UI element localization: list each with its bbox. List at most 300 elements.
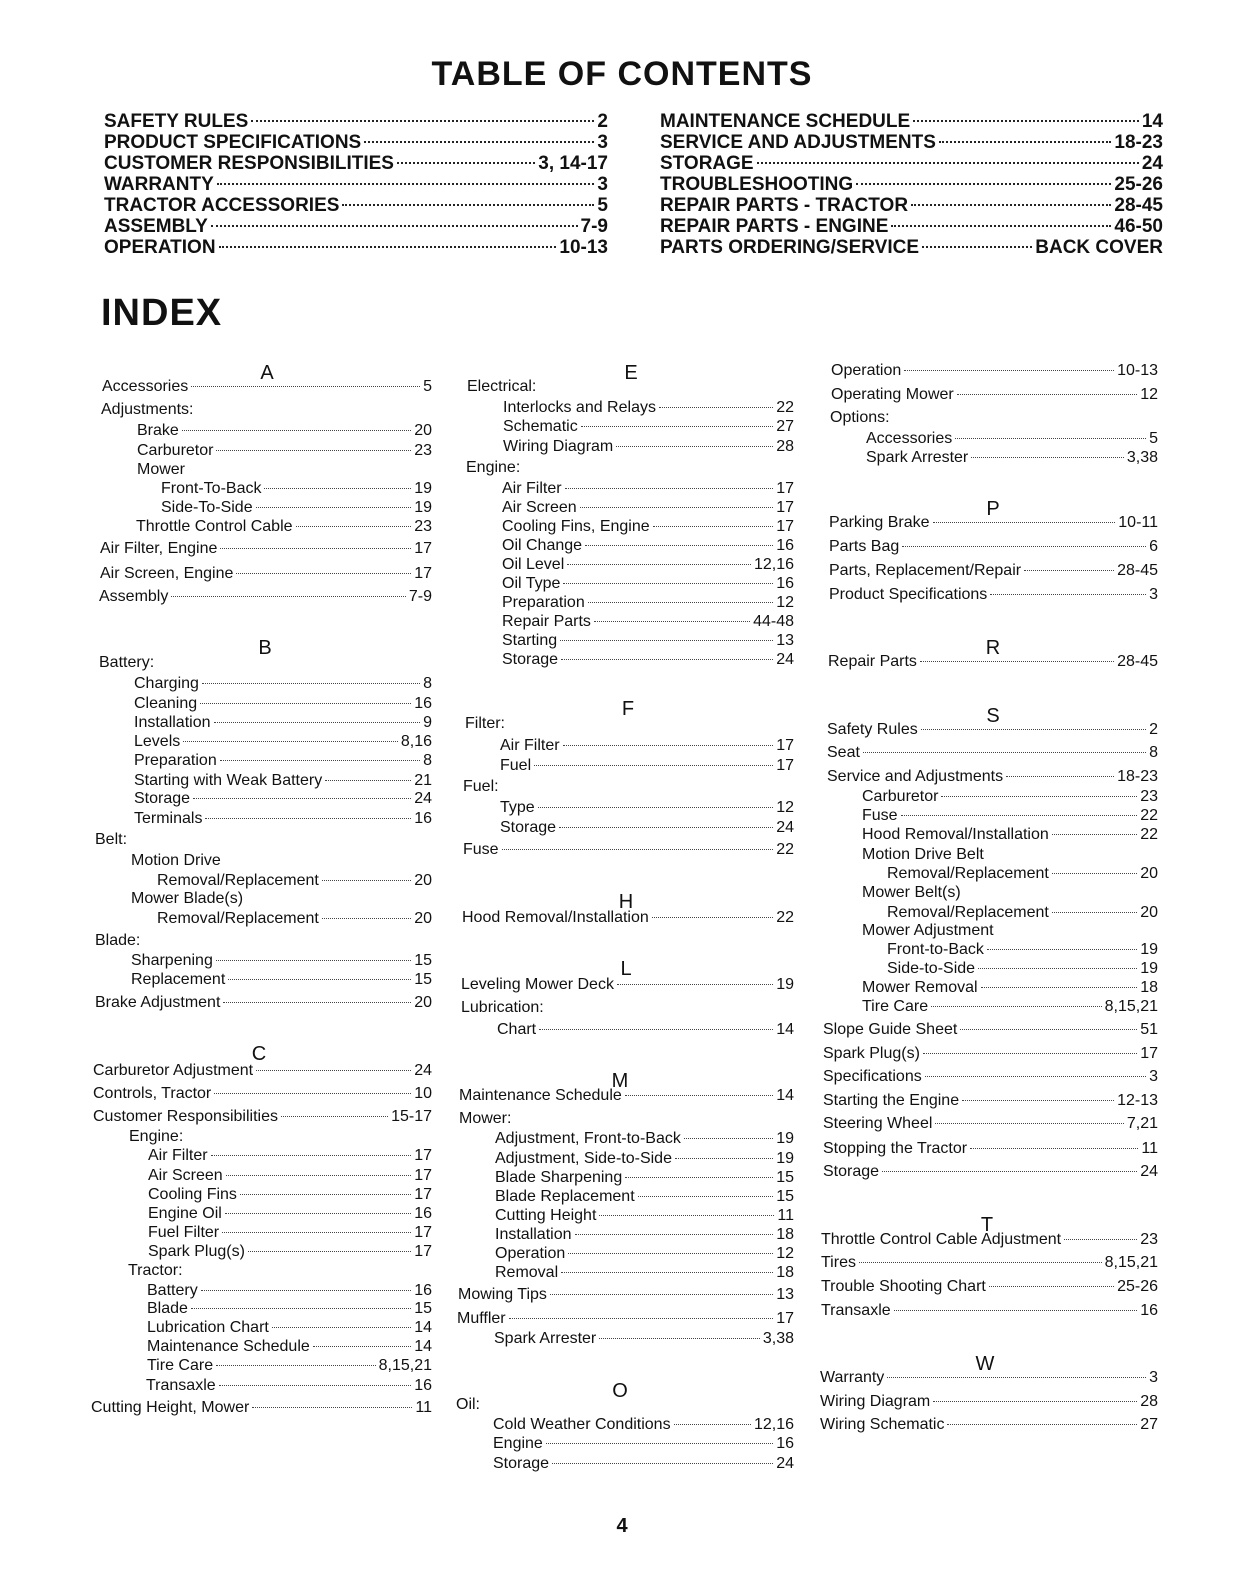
index-entry-page: 2	[1149, 721, 1158, 738]
dot-leader	[684, 1138, 773, 1139]
index-entry-page: 15	[414, 952, 432, 969]
index-entry-label: Slope Guide Sheet	[823, 1021, 958, 1038]
index-entry	[494, 1329, 794, 1348]
dot-leader	[219, 1385, 412, 1386]
index-entry-label: Oil:	[456, 1396, 480, 1413]
index-entry-page: 19	[414, 499, 432, 516]
toc-entry	[104, 132, 608, 153]
index-entry-label: Battery	[147, 1282, 198, 1299]
index-entry-page: 27	[1140, 1416, 1158, 1433]
toc-entry-label: MAINTENANCE SCHEDULE	[660, 111, 911, 132]
index-entry	[128, 1261, 183, 1280]
index-entry	[95, 993, 432, 1012]
toc-entry-label: CUSTOMER RESPONSIBILITIES	[104, 153, 394, 174]
index-entry-page: 19	[1140, 960, 1158, 977]
index-heading: INDEX	[101, 292, 223, 334]
index-entry-label: Blade	[147, 1300, 188, 1317]
index-letter-heading: P	[986, 498, 1000, 520]
index-entry-label: Carburetor	[862, 788, 939, 805]
index-entry	[497, 1020, 794, 1039]
dot-leader	[201, 1290, 412, 1291]
dot-leader	[625, 1095, 773, 1096]
toc-entry-label: ASSEMBLY	[104, 216, 208, 237]
dot-leader	[922, 246, 1032, 248]
index-entry-page: 17	[414, 1243, 432, 1260]
index-entry	[503, 437, 794, 456]
index-entry-page: 17	[776, 1310, 794, 1327]
index-entry-label: Product Specifications	[829, 586, 988, 603]
index-entry-page: 18	[1140, 979, 1158, 996]
index-entry-label: Assembly	[99, 588, 169, 605]
index-entry-page: 14	[414, 1338, 432, 1355]
toc-entry	[104, 111, 608, 132]
index-entry-page: 20	[414, 872, 432, 889]
dot-leader	[296, 526, 412, 527]
index-entry	[502, 574, 794, 593]
index-entry-page: 10-13	[1117, 362, 1158, 379]
dot-leader	[911, 204, 1111, 206]
dot-leader	[625, 1177, 773, 1178]
index-entry	[866, 429, 1158, 448]
dot-leader	[882, 1171, 1137, 1172]
toc-entry-label: PRODUCT SPECIFICATIONS	[104, 132, 362, 153]
index-entry-page: 15-17	[391, 1108, 432, 1125]
dot-leader	[939, 141, 1112, 143]
dot-leader	[653, 526, 774, 527]
index-entry-label: Motion Drive	[131, 852, 221, 869]
index-entry	[456, 1395, 480, 1414]
index-entry-label: Blade Replacement	[495, 1188, 635, 1205]
dot-leader	[638, 1196, 774, 1197]
dot-leader	[397, 162, 535, 164]
index-entry	[821, 1230, 1158, 1249]
index-entry-page: 8,15,21	[1104, 1254, 1158, 1271]
dot-leader	[1006, 776, 1114, 777]
index-entry	[93, 1084, 432, 1103]
toc-entry-label: PARTS ORDERING/SERVICE	[660, 237, 920, 258]
index-entry-page: 17	[776, 480, 794, 497]
dot-leader	[211, 1155, 412, 1156]
index-entry-page: 17	[776, 518, 794, 535]
dot-leader	[580, 507, 774, 508]
index-entry-label: Removal/Replacement	[157, 872, 319, 889]
dot-leader	[191, 1308, 411, 1309]
index-entry	[493, 1434, 794, 1453]
index-entry-label: Cold Weather Conditions	[493, 1416, 671, 1433]
index-entry-page: 17	[414, 1147, 432, 1164]
index-entry-page: 8	[423, 752, 432, 769]
dot-leader	[920, 661, 1114, 662]
index-entry	[862, 845, 984, 864]
index-entry-label: Cutting Height	[495, 1207, 597, 1224]
index-entry	[866, 448, 1158, 467]
dot-leader	[1052, 834, 1137, 835]
toc-entry	[660, 195, 1163, 216]
index-entry-label: Fuse	[463, 841, 499, 858]
dot-leader	[552, 1463, 773, 1464]
index-entry	[146, 1376, 432, 1395]
dot-leader	[987, 949, 1137, 950]
index-entry-label: Customer Responsibilities	[93, 1108, 278, 1125]
index-entry-page: 12,16	[753, 1416, 794, 1433]
index-entry	[493, 1454, 794, 1473]
index-entry-page: 11	[777, 1207, 794, 1224]
index-entry-label: Fuel:	[463, 778, 499, 795]
index-entry	[820, 1415, 1158, 1434]
index-entry-label: Replacement	[131, 971, 226, 988]
toc-entry-page: 18-23	[1114, 132, 1163, 153]
toc-entry-label: OPERATION	[104, 237, 216, 258]
index-letter-heading: C	[251, 1043, 267, 1065]
index-letter-heading: S	[986, 705, 1000, 727]
dot-leader	[502, 849, 774, 850]
index-entry-label: Removal/Replacement	[887, 865, 1049, 882]
index-entry-page: 28	[776, 438, 794, 455]
page-number: 4	[616, 1515, 628, 1537]
dot-leader	[894, 1310, 1138, 1311]
index-entry-page: 14	[776, 1021, 794, 1038]
index-entry-label: Preparation	[502, 594, 585, 611]
index-letter-heading: H	[618, 891, 634, 913]
toc-entry-label: WARRANTY	[104, 174, 214, 195]
index-letter-heading: E	[624, 362, 638, 384]
toc-entry	[660, 174, 1163, 195]
dot-leader	[652, 917, 773, 918]
index-entry	[100, 564, 432, 583]
dot-leader	[550, 1294, 773, 1295]
index-entry-label: Transaxle	[146, 1377, 216, 1394]
index-entry	[136, 517, 432, 536]
index-entry	[100, 539, 432, 558]
index-entry	[99, 587, 432, 606]
index-entry-label: Terminals	[134, 810, 203, 827]
index-entry	[463, 777, 499, 796]
index-entry-page: 24	[776, 1455, 794, 1472]
toc-entry	[104, 237, 608, 258]
toc-entry-page: 2	[597, 111, 608, 132]
index-entry	[829, 561, 1158, 580]
dot-leader	[1052, 873, 1137, 874]
index-entry-label: Storage	[823, 1163, 880, 1180]
dot-leader	[220, 548, 411, 549]
dot-leader	[226, 1175, 412, 1176]
index-entry	[887, 864, 1158, 883]
dot-leader	[217, 183, 595, 185]
index-entry	[820, 1368, 1158, 1387]
index-entry	[91, 1398, 432, 1417]
index-entry-label: Starting	[502, 632, 558, 649]
index-entry-label: Engine:	[129, 1128, 184, 1145]
toc-right-column	[660, 111, 1163, 258]
index-entry	[495, 1225, 794, 1244]
index-entry	[862, 825, 1158, 844]
index-entry	[458, 1285, 794, 1304]
dot-leader	[256, 1070, 411, 1071]
toc-entry	[660, 132, 1163, 153]
index-entry	[500, 818, 794, 837]
dot-leader	[616, 446, 773, 447]
index-letter-heading: O	[612, 1380, 628, 1402]
index-entry-label: Removal/Replacement	[887, 904, 1049, 921]
toc-entry-label: TROUBLESHOOTING	[660, 174, 854, 195]
dot-leader	[902, 546, 1146, 547]
index-entry-label: Air Filter	[500, 737, 560, 754]
index-entry	[462, 908, 794, 927]
index-entry-page: 20	[414, 994, 432, 1011]
index-entry-page: 8	[1149, 744, 1158, 761]
index-entry	[500, 798, 794, 817]
dot-leader	[342, 204, 594, 206]
dot-leader	[1052, 912, 1137, 913]
index-entry-page: 20	[414, 910, 432, 927]
dot-leader	[252, 1407, 412, 1408]
index-entry-label: Mower Removal	[862, 979, 978, 996]
toc-left-column	[104, 111, 608, 258]
index-entry-label: Motion Drive Belt	[862, 846, 984, 863]
index-entry-label: Throttle Control Cable Adjustment	[821, 1231, 1062, 1248]
index-entry-page: 13	[776, 1286, 794, 1303]
index-entry	[131, 970, 432, 989]
dot-leader	[674, 1424, 751, 1425]
index-entry-label: Brake Adjustment	[95, 994, 221, 1011]
index-entry-page: 16	[414, 1282, 432, 1299]
index-entry-page: 16	[776, 575, 794, 592]
dot-leader	[560, 640, 773, 641]
index-entry-label: Blade:	[95, 932, 141, 949]
dot-leader	[891, 225, 1111, 227]
index-entry	[502, 650, 794, 669]
index-entry-label: Engine Oil	[148, 1205, 222, 1222]
toc-entry	[660, 237, 1163, 258]
index-entry-page: 15	[414, 971, 432, 988]
index-entry	[823, 1114, 1158, 1133]
index-entry-label: Front-to-Back	[887, 941, 984, 958]
index-entry-page: 19	[1140, 941, 1158, 958]
index-entry-page: 18-23	[1117, 768, 1158, 785]
index-entry-label: Repair Parts	[502, 613, 591, 630]
index-entry-page: 17	[776, 737, 794, 754]
index-entry-page: 6	[1149, 538, 1158, 555]
index-entry	[134, 732, 432, 751]
index-entry-label: Storage	[134, 790, 191, 807]
dot-leader	[1024, 570, 1114, 571]
index-entry-label: Removal	[495, 1264, 559, 1281]
index-entry	[459, 1086, 794, 1105]
index-entry-label: Removal/Replacement	[157, 910, 319, 927]
index-entry-label: Preparation	[134, 752, 217, 769]
index-entry-page: 11	[415, 1399, 432, 1416]
index-entry	[862, 787, 1158, 806]
index-entry	[101, 400, 193, 419]
index-letter-heading: B	[258, 637, 272, 659]
dot-leader	[1064, 1239, 1137, 1240]
dot-leader	[971, 457, 1124, 458]
dot-leader	[563, 745, 774, 746]
dot-leader	[978, 968, 1137, 969]
index-entry-page: 16	[776, 537, 794, 554]
index-entry	[831, 361, 1158, 380]
index-entry-page: 3	[1149, 1068, 1158, 1085]
index-entry-label: Brake	[137, 422, 179, 439]
dot-leader	[887, 1377, 1146, 1378]
index-entry	[157, 909, 432, 928]
toc-entry	[660, 216, 1163, 237]
index-entry	[148, 1242, 432, 1261]
index-letter-heading: R	[985, 637, 1001, 659]
index-entry-label: Specifications	[823, 1068, 922, 1085]
index-entry-label: Storage	[493, 1455, 550, 1472]
index-entry	[134, 809, 432, 828]
index-letter-heading: F	[621, 698, 635, 720]
index-entry-label: Options:	[830, 409, 890, 426]
dot-leader	[539, 1029, 773, 1030]
index-entry	[148, 1223, 432, 1242]
index-entry	[502, 593, 794, 612]
index-entry-page: 16	[414, 810, 432, 827]
index-entry-label: Tractor:	[128, 1262, 183, 1279]
index-entry	[820, 1392, 1158, 1411]
dot-leader	[214, 1093, 411, 1094]
index-entry-page: 22	[1140, 826, 1158, 843]
toc-entry-page: 10-13	[559, 237, 608, 258]
toc-entry-page: 14	[1141, 111, 1163, 132]
index-entry-label: Cooling Fins, Engine	[502, 518, 650, 535]
index-entry-page: 28	[1140, 1393, 1158, 1410]
index-entry-label: Side-To-Side	[161, 499, 253, 516]
index-entry	[823, 1139, 1158, 1158]
toc-entry-label: SERVICE AND ADJUSTMENTS	[660, 132, 936, 153]
index-entry	[134, 694, 432, 713]
index-entry-label: Wiring Diagram	[503, 438, 614, 455]
index-entry	[495, 1244, 794, 1263]
toc-entry	[104, 153, 608, 174]
toc-entry	[660, 153, 1163, 174]
index-entry-page: 10-11	[1118, 514, 1158, 531]
index-entry-page: 16	[776, 1435, 794, 1452]
index-entry-label: Parts Bag	[829, 538, 900, 555]
index-entry-page: 44-48	[753, 613, 794, 630]
dot-leader	[675, 1158, 773, 1159]
index-entry-page: 20	[414, 422, 432, 439]
index-entry	[99, 653, 154, 672]
toc-entry-page: 3, 14-17	[538, 153, 608, 174]
index-entry	[500, 756, 794, 775]
index-entry	[134, 789, 432, 808]
dot-leader	[534, 765, 773, 766]
index-entry-page: 24	[776, 819, 794, 836]
index-entry	[503, 398, 794, 417]
index-entry	[831, 385, 1158, 404]
dot-leader	[575, 1234, 774, 1235]
index-entry	[502, 479, 794, 498]
index-entry-label: Air Filter	[148, 1147, 208, 1164]
index-entry-page: 24	[414, 790, 432, 807]
index-entry-label: Controls, Tractor	[93, 1085, 212, 1102]
index-entry	[887, 903, 1158, 922]
index-entry	[493, 1415, 794, 1434]
index-entry-label: Maintenance Schedule	[459, 1087, 622, 1104]
index-entry-page: 17	[414, 540, 432, 557]
dot-leader	[859, 1262, 1102, 1263]
index-entry-page: 24	[776, 651, 794, 668]
index-entry-label: Spark Arrester	[866, 449, 969, 466]
index-entry	[821, 1253, 1158, 1272]
index-entry-page: 16	[414, 1377, 432, 1394]
index-entry-page: 8	[423, 675, 432, 692]
index-entry-page: 24	[1140, 1163, 1158, 1180]
index-entry-label: Cleaning	[134, 695, 198, 712]
index-entry	[829, 513, 1158, 532]
toc-entry-page: 5	[597, 195, 608, 216]
dot-leader	[659, 407, 773, 408]
index-entry	[862, 921, 994, 940]
index-entry	[495, 1149, 794, 1168]
index-entry-label: Air Screen	[502, 499, 577, 516]
dot-leader	[921, 729, 1146, 730]
index-entry-label: Filter:	[465, 715, 505, 732]
index-entry	[887, 940, 1158, 959]
index-entry-page: 19	[776, 1130, 794, 1147]
index-entry	[502, 555, 794, 574]
index-entry-label: Front-To-Back	[161, 480, 262, 497]
dot-leader	[585, 545, 773, 546]
index-letter-heading: M	[611, 1070, 629, 1092]
dot-leader	[264, 488, 411, 489]
index-entry-page: 22	[776, 841, 794, 858]
index-entry-label: Oil Level	[502, 556, 565, 573]
index-entry	[148, 1185, 432, 1204]
index-entry	[102, 377, 432, 396]
index-entry	[148, 1204, 432, 1223]
index-entry-page: 19	[414, 480, 432, 497]
dot-leader	[248, 1251, 411, 1252]
dot-leader	[325, 780, 411, 781]
index-entry-label: Installation	[134, 714, 211, 731]
index-entry-label: Transaxle	[821, 1302, 891, 1319]
index-entry	[502, 517, 794, 536]
index-entry-label: Type	[500, 799, 535, 816]
index-entry-label: Charging	[134, 675, 199, 692]
index-entry	[827, 720, 1158, 739]
index-entry-page: 17	[1140, 1045, 1158, 1062]
index-entry	[137, 460, 185, 479]
index-entry-label: Operation	[495, 1245, 566, 1262]
index-entry-label: Side-to-Side	[887, 960, 976, 977]
index-entry-page: 23	[1140, 1231, 1158, 1248]
index-entry	[862, 978, 1158, 997]
dot-leader	[171, 596, 406, 597]
index-entry-page: 3,38	[762, 1330, 794, 1347]
index-entry	[131, 951, 432, 970]
index-entry	[823, 1091, 1158, 1110]
dot-leader	[225, 1213, 411, 1214]
index-entry	[830, 408, 890, 427]
index-entry	[887, 959, 1158, 978]
dot-leader	[931, 1006, 1102, 1007]
index-entry-label: Operating Mower	[831, 386, 954, 403]
index-entry	[461, 975, 794, 994]
index-entry-page: 17	[414, 1224, 432, 1241]
index-entry-label: Interlocks and Relays	[503, 399, 656, 416]
index-entry-label: Cutting Height, Mower	[91, 1399, 250, 1416]
index-entry-page: 17	[414, 1186, 432, 1203]
index-entry-label: Mower	[137, 461, 186, 478]
index-entry-page: 3	[1149, 586, 1158, 603]
index-entry	[131, 851, 221, 870]
index-entry-label: Sharpening	[131, 952, 213, 969]
index-entry-page: 12	[776, 1245, 794, 1262]
index-entry-label: Oil Change	[502, 537, 583, 554]
